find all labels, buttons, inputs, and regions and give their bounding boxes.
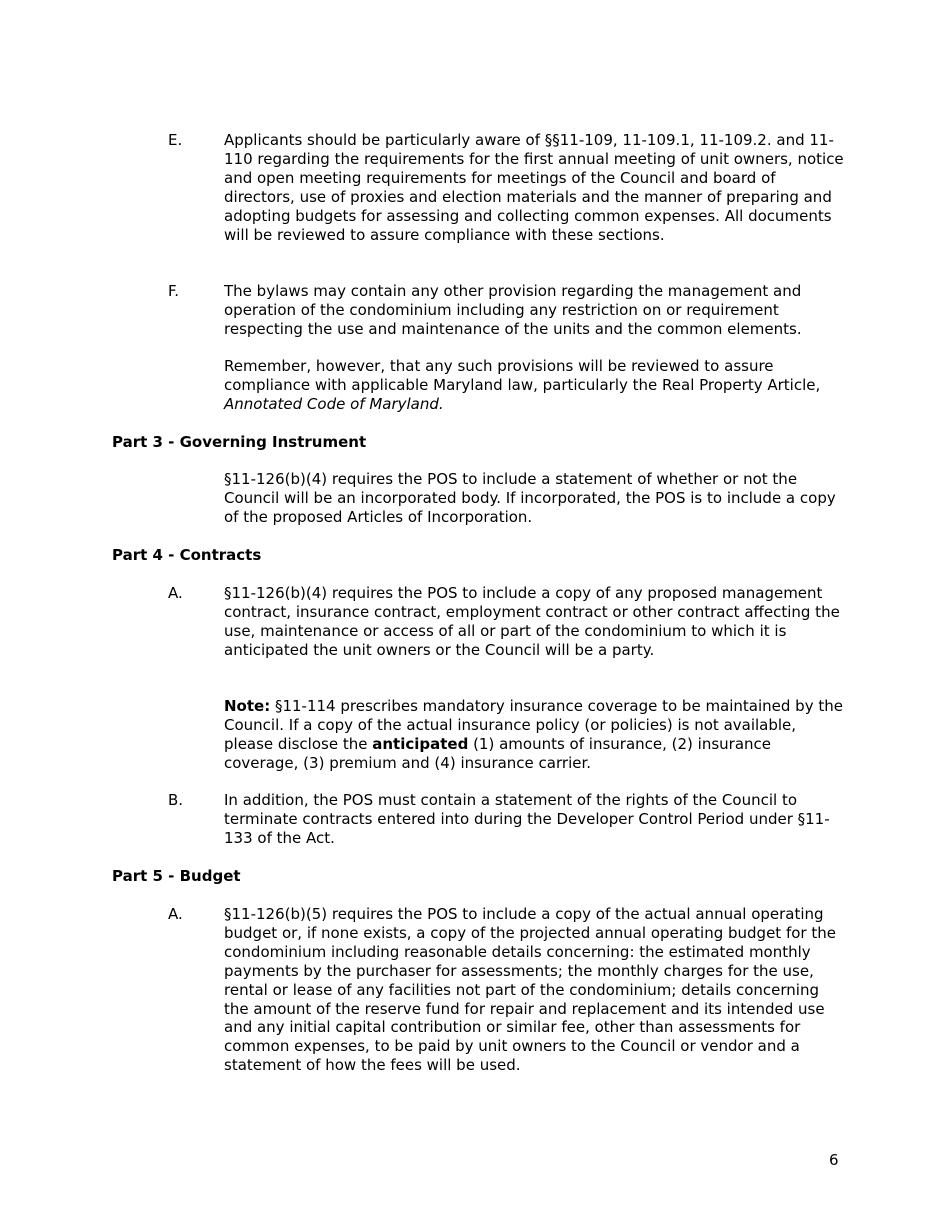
- part3-heading: Part 3 - Governing Instrument: [112, 433, 367, 451]
- remember-text: Remember, however, that any such provisions will be reviewed to assure compliance with applicable Maryland law, particularly the Real Property Article,: [224, 357, 821, 394]
- note-bold: anticipated: [372, 734, 469, 753]
- list-label: E.: [168, 131, 183, 149]
- note-text-1: §11-114 prescribes mandatory insurance coverage to be maintained by the Council. If a copy of the actual insurance policy (or policies) is not available, please disclose the: [224, 697, 843, 753]
- remember-italic: Annotated Code of Maryland.: [224, 394, 444, 413]
- list-text: §11-126(b)(5) requires the POS to include a copy of the actual annual operating budget or, if none exists, a copy of the projected annual operating budget for the condominium including reasonable details concerning: the estimated monthly payments by the purchaser for assessments; the monthly charges for the use, rental or lease of any facilities not part of the condominium; details concerning the amount of the reserve fund for repair and replacement and its intended use and any initial capital contribution or similar fee, other than assessments for common expenses, to be paid by unit owners to the Council or vendor and a statement of how the fees will be used.: [224, 905, 836, 1075]
- part5-heading: Part 5 - Budget: [112, 867, 241, 885]
- note-label: Note:: [224, 697, 271, 715]
- list-label: F.: [168, 282, 179, 300]
- note-text-2: (1) amounts of insurance, (2) insurance coverage, (3) premium and (4) insurance carrier.: [224, 734, 772, 772]
- list-label: A.: [168, 584, 183, 602]
- list-text: §11-126(b)(4) requires the POS to include a copy of any proposed management contract, insurance contract, employment contract or other contract affecting the use, maintenance or access of all or part of the condominium to which it is anticipated the unit owners or the Council will be a party.: [224, 584, 840, 659]
- part4-heading: Part 4 - Contracts: [112, 546, 262, 564]
- list-text: The bylaws may contain any other provision regarding the management and operation of the condominium including any restriction on or requirement respecting the use and maintenance of the units and the common elements.: [224, 282, 802, 338]
- note-paragraph: [224, 697, 848, 773]
- list-label: A.: [168, 905, 183, 923]
- page-number: 6: [829, 1151, 839, 1169]
- remember-paragraph: [224, 357, 848, 414]
- part3-paragraph: §11-126(b)(4) requires the POS to include a statement of whether or not the Council will be an incorporated body. If incorporated, the POS is to include a copy of the proposed Articles of Incorporation.: [224, 470, 836, 526]
- list-label: B.: [168, 791, 184, 809]
- list-text: In addition, the POS must contain a statement of the rights of the Council to terminate contracts entered into during the Developer Control Period under §11-133 of the Act.: [224, 791, 830, 847]
- list-text: Applicants should be particularly aware of §§11-109, 11-109.1, 11-109.2. and 11-110 regarding the requirements for the first annual meeting of unit owners, notice and open meeting requirements for meetings of the Council and board of directors, use of proxies and election materials and the manner of preparing and adopting budgets for assessing and collecting common expenses. All documents will be reviewed to assure compliance with these sections.: [224, 131, 844, 244]
